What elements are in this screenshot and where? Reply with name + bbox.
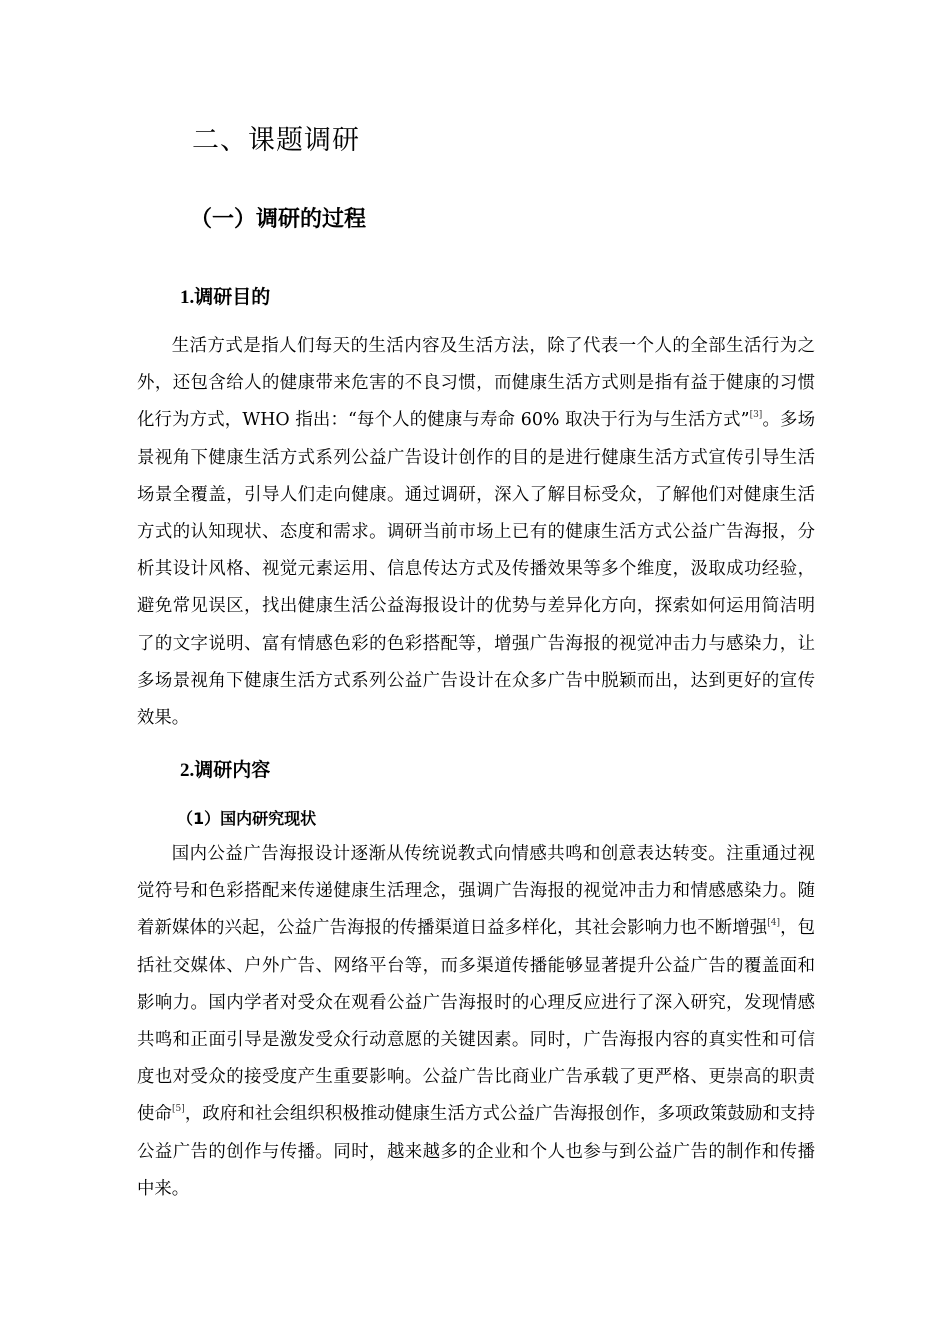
item2-title: 调研内容 — [194, 759, 271, 781]
citation-ref: [3] — [749, 410, 763, 421]
paragraph-text: 国内公益广告海报设计逐渐从传统说教式向情感共鸣和创意表达转变。注重通过视觉符号和色彩搭配来传递健康生活理念，强调广告海报的视觉冲击力和情感感染力。随着新媒体的兴起，公益广告海报的传播渠道日益多样化，其社会影响力也不断增强 — [137, 844, 815, 939]
paragraph-text: ，政府和社会组织积极推动健康生活方式公益广告海报创作，多项政策鼓励和支持公益广告的创作与传播。同时，越来越多的企业和个人也参与到公益广告的制作和传播中来。 — [137, 1104, 815, 1199]
paragraph-text: 生活方式是指人们每天的生活内容及生活方法，除了代表一个人的全部生活行为之外，还包含给人的健康带来危害的不良习惯，而健康生活方式则是指有益于健康的习惯化行为方式，WHO 指出：“每个人的健康与寿命 60% 取决于行为与生活方式” — [137, 336, 815, 431]
citation-ref: [5] — [172, 1104, 185, 1115]
item2-sub-heading: （1）国内研究现状 — [177, 809, 317, 828]
paragraph-research-purpose — [137, 328, 815, 737]
item2-heading — [180, 755, 270, 782]
item1-number: 1. — [180, 287, 195, 308]
item2-number: 2. — [180, 760, 195, 781]
paragraph-text: 。多场景视角下健康生活方式系列公益广告设计创作的目的是进行健康生活方式宣传引导生活场景全覆盖，引导人们走向健康。通过调研，深入了解目标受众，了解他们对健康生活方式的认知现状、态度和需求。调研当前市场上已有的健康生活方式公益广告海报，分析其设计风格、视觉元素运用、信息传达方式及传播效果等多个维度，汲取成功经验，避免常见误区，找出健康生活公益海报设计的优势与差异化方向，探索如何运用简洁明了的文字说明、富有情感色彩的色彩搭配等，增强广告海报的视觉冲击力与感染力，让多场景视角下健康生活方式系列公益广告设计在众多广告中脱颖而出，达到更好的宣传效果。 — [137, 410, 815, 729]
item1-heading — [180, 282, 270, 309]
paragraph-text: ，包括社交媒体、户外广告、网络平台等，而多渠道传播能够显著提升公益广告的覆盖面和影响力。国内学者对受众在观看公益广告海报时的心理反应进行了深入研究，发现情感共鸣和正面引导是激发受众行动意愿的关键因素。同时，广告海报内容的真实性和可信度也对受众的接受度产生重要影响。公益广告比商业广告承载了更严格、更崇高的职责使命 — [137, 918, 815, 1125]
item1-title: 调研目的 — [194, 286, 271, 308]
section-title: 二、课题调研 — [192, 125, 360, 156]
paragraph-domestic-status — [137, 836, 815, 1208]
citation-ref: [4] — [767, 918, 780, 929]
subsection-title: （一）调研的过程 — [190, 207, 367, 232]
